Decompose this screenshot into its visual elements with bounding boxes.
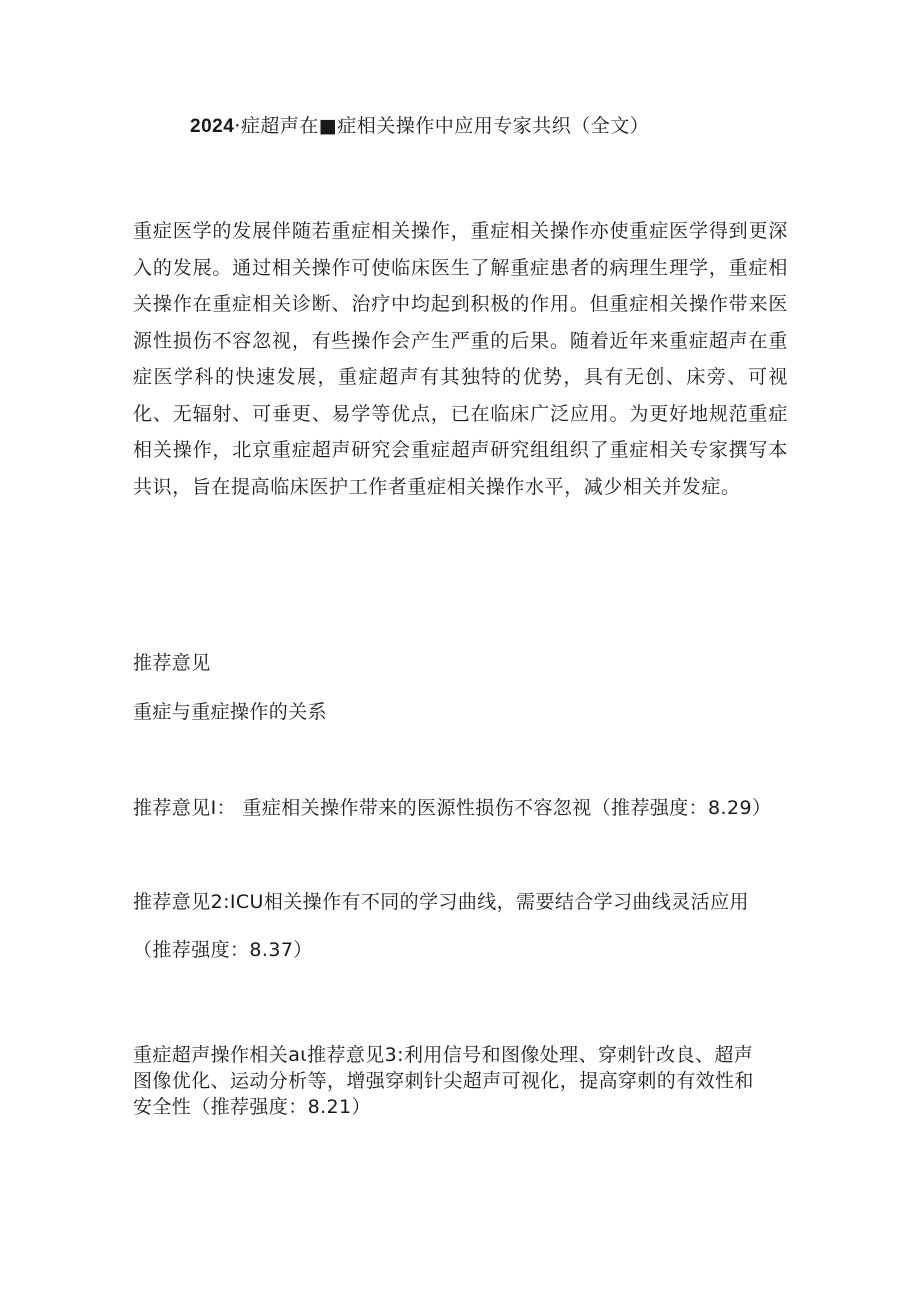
- title-text: ·症超声在■症相关操作中应用专家共织（全文）: [234, 115, 650, 137]
- recommendation-3-line-2: 图像优化、运动分析等，增强穿刺针尖超声可视化，提高穿刺的有效性和: [133, 1070, 754, 1092]
- recommendation-2-line-2: （推荐强度：8.37）: [133, 939, 313, 961]
- recommendation-1: 推荐意见Ⅰ： 重症相关操作带来的医源性损伤不容忽视（推荐强度：8.29）: [133, 797, 772, 819]
- intro-text: 重症医学的发展伴随若重症相关操作，重症相关操作亦使重症医学得到更深入的发展。通过相关操作可使临床医生了解重症患者的病理生理学，重症相关操作在重症相关诊断、治疗中均起到积极的作用。但重症相关操作带来医源性损伤不容忽视，有些操作会产生严重的后果。随着近年来重症超声在重症医学科的快速发展，重症超声有其独特的优势，具有无创、床旁、可视化、无辐射、可垂更、易学等优点，已在临床广泛应用。为更好地规范重症相关操作，北京重症超声研究会重症超声研究组组织了重症相关专家撰写本共识，旨在提高临床医护工作者重症相关操作水平，减少相关并发症。: [133, 220, 788, 498]
- recommendation-2-line-1: 推荐意见2:ICU相关操作有不同的学习曲线，需要结合学习曲线灵活应用: [133, 891, 749, 913]
- document-title: [190, 113, 790, 140]
- section-heading: 推荐意见: [133, 652, 211, 674]
- subsection-heading: 重症与重症操作的关系: [133, 701, 328, 723]
- intro-paragraph: [133, 213, 788, 505]
- recommendation-3: [133, 1042, 783, 1120]
- recommendation-3-line-3: 安全性（推荐强度：8.21）: [133, 1096, 371, 1118]
- title-year: 2024: [190, 116, 235, 137]
- recommendation-3-line-1: 重症超声操作相关aι推荐意见3:利用信号和图像处理、穿刺针改良、超声: [133, 1044, 754, 1066]
